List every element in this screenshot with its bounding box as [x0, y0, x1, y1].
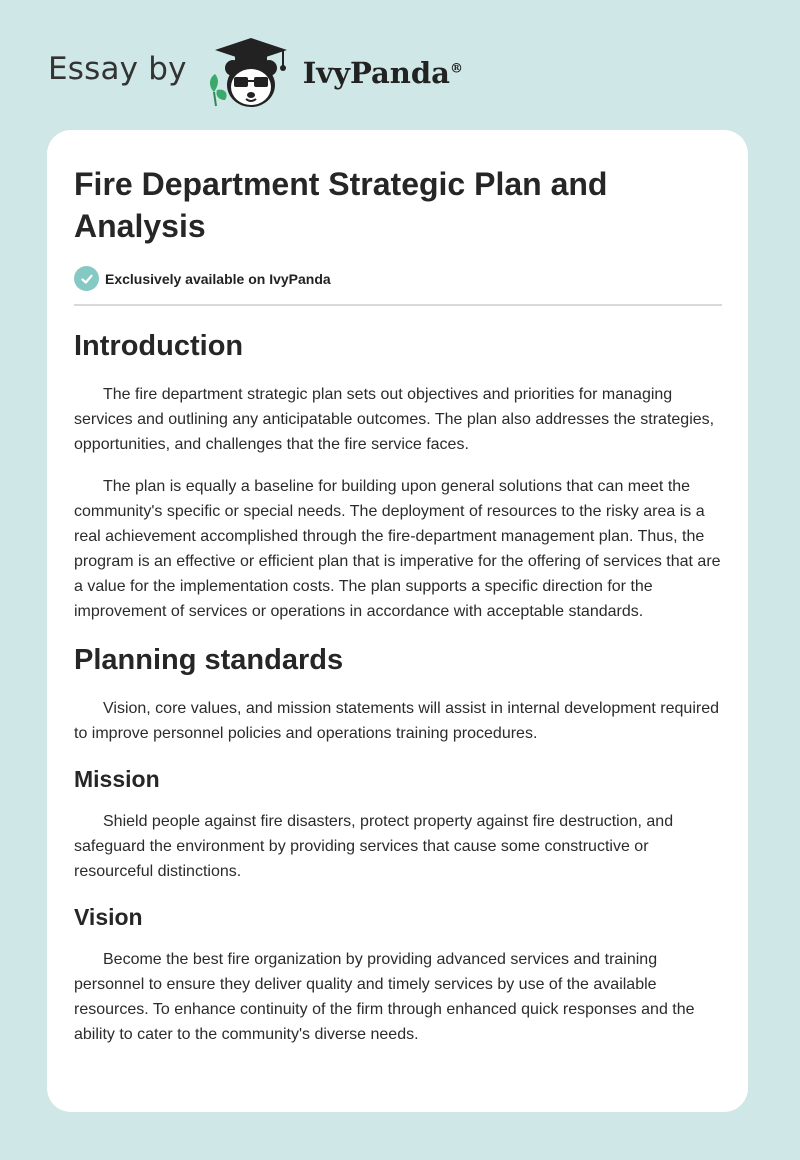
essay-title: Fire Department Strategic Plan and Analysis: [74, 166, 608, 244]
section-heading: Vision: [74, 904, 143, 930]
section-introduction: [74, 328, 722, 624]
section-vision: [74, 902, 722, 1047]
exclusive-badge: [74, 266, 722, 291]
brand-name: IvyPanda®: [302, 56, 463, 90]
paragraph: Become the best fire organization by providing advanced services and training personnel to ensure they deliver quality and timely services by use of the available resources. To enhance continuity of the firm through enhanced quick responses and the ability to cater to the community's diverse needs.: [74, 951, 695, 1043]
exclusive-badge-label: Exclusively available on IvyPanda: [105, 270, 331, 287]
essay-card: [47, 130, 748, 1112]
check-circle-icon: [74, 266, 99, 291]
paragraph: The plan is equally a baseline for building upon general solutions that can meet the community's specific or special needs. The deployment of resources to the risky area is a real achievement accomplished through the fire-department management plan. Thus, the program is an effective or efficient plan that is imperative for the offering of services that are a value for the implementation costs. The plan supports a specific direction for the improvement of services or operations in accordance with acceptable standards.: [74, 478, 721, 620]
registered-mark: ®: [449, 61, 463, 77]
panda-logo-icon: [203, 34, 295, 110]
paragraph: The fire department strategic plan sets out objectives and priorities for managing services and outlining any anticipatable outcomes. The plan also addresses the strategies, opportunities, and challenges that the fire service faces.: [74, 386, 715, 453]
paragraph: Vision, core values, and mission statements will assist in internal development required to improve personnel policies and operations training procedures.: [74, 700, 720, 742]
section-mission: [74, 764, 722, 884]
section-heading: Mission: [74, 766, 160, 792]
essay-by-label: Essay by: [48, 51, 187, 87]
section-heading: Planning standards: [74, 644, 344, 676]
section-heading: Introduction: [74, 330, 244, 362]
paragraph: Shield people against fire disasters, protect property against fire destruction, and safeguard the environment by providing services that cause some constructive or resourceful distinctions.: [74, 813, 674, 880]
site-header: [48, 34, 463, 110]
title-divider: [74, 304, 722, 306]
section-planning-standards: [74, 642, 722, 746]
